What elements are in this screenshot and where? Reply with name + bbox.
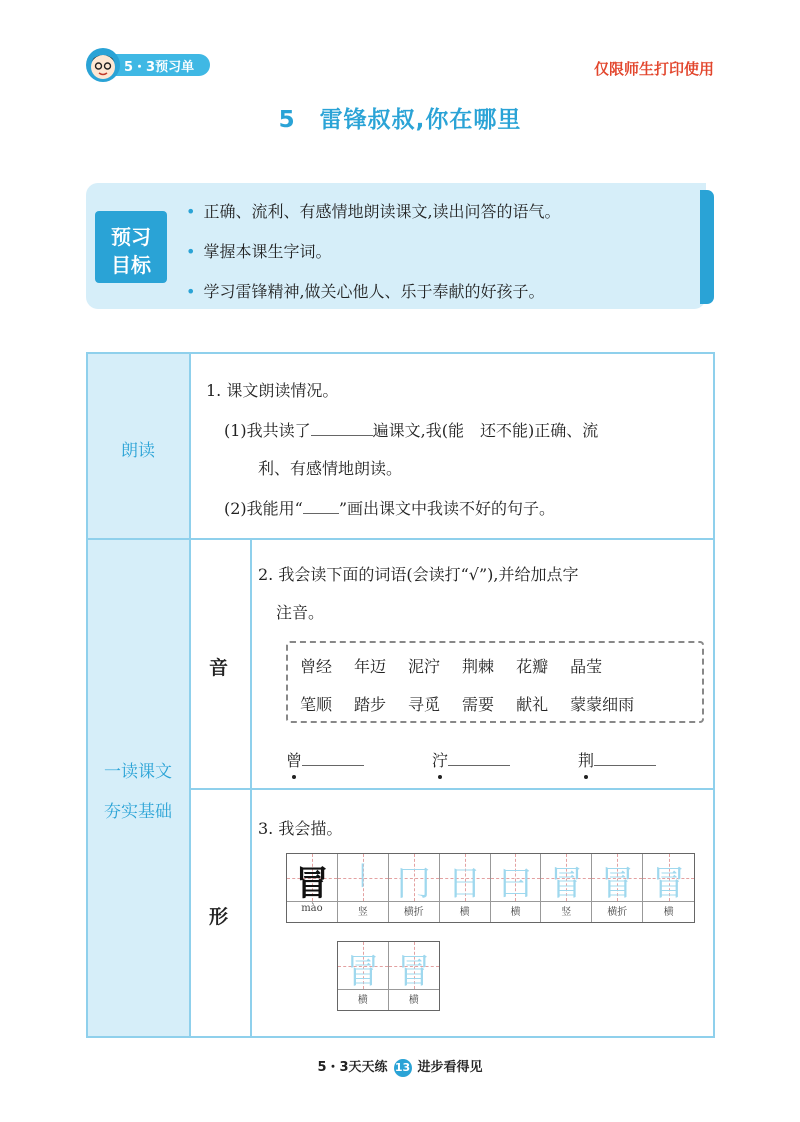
goals-tag [95, 211, 167, 283]
stroke-glyph: 丨 [349, 862, 376, 892]
stroke-glyph: 冒 [345, 952, 380, 992]
pinyin-item: 荆 [578, 748, 656, 771]
stroke-glyph: 冒 [549, 864, 584, 904]
stroke-name: 横 [663, 907, 674, 918]
question-2: 2. 我会读下面的词语(会读打“√”),并给加点字 [258, 565, 579, 584]
model-char-cell [287, 854, 338, 922]
question-1: 1. 课文朗读情况。 [206, 381, 339, 400]
goals-side-stripe [700, 190, 714, 304]
word-item[interactable]: 曾经 [300, 657, 333, 676]
vocabulary-row-2 [300, 692, 634, 715]
question-1-2: (2)我能用“ ”画出课文中我读不好的句子。 [224, 499, 556, 518]
stroke-glyph: 冒 [651, 864, 686, 904]
stroke-name: 竖 [357, 907, 368, 918]
stroke-cell[interactable] [541, 854, 592, 922]
stroke-glyph: 冒 [396, 952, 431, 992]
stroke-glyph: 冒 [600, 864, 635, 904]
question-2-cont: 注音。 [276, 603, 325, 622]
question-3: 3. 我会描。 [258, 819, 343, 838]
page-footer [0, 1056, 800, 1077]
basics-title-line2: 夯实基础 [104, 802, 172, 822]
stroke-name: 横 [408, 995, 419, 1006]
stroke-cell[interactable] [643, 854, 694, 922]
table-border-top [86, 352, 715, 354]
footer-right: 进步看得见 [417, 1060, 483, 1075]
stroke-glyph: 日 [447, 864, 482, 904]
model-pinyin: mào [301, 903, 323, 914]
goal-item: • 掌握本课生字词。 [186, 242, 332, 261]
stroke-cell[interactable] [389, 854, 440, 922]
reading-section-title: 朗读 [121, 441, 155, 461]
pinyin-blank[interactable] [448, 765, 510, 766]
word-item[interactable]: 需要 [462, 695, 495, 714]
word-item[interactable]: 蒙蒙细雨 [570, 695, 635, 714]
table-divider-horizontal [190, 788, 715, 790]
word-item[interactable]: 泥泞 [408, 657, 441, 676]
underline-mark-blank[interactable] [303, 513, 339, 514]
footer-left: 5・3天天练 [317, 1060, 388, 1075]
stroke-cell[interactable] [338, 854, 389, 922]
stroke-cell[interactable] [338, 942, 389, 1010]
pinyin-item: 泞 [432, 748, 510, 771]
badge-label: 5・3预习单 [124, 60, 195, 75]
stroke-glyph: 曰 [498, 864, 533, 904]
question-1-1: (1)我共读了 遍课文,我(能 还不能)正确、流 [224, 421, 599, 440]
word-item[interactable]: 献礼 [516, 695, 549, 714]
stroke-name: 横折 [403, 907, 424, 918]
word-item[interactable]: 寻觅 [408, 695, 441, 714]
stroke-name: 横 [510, 907, 521, 918]
basics-title-line1: 一读课文 [104, 762, 172, 782]
stroke-name: 横折 [607, 907, 628, 918]
stroke-cell[interactable] [491, 854, 542, 922]
pinyin-blank[interactable] [594, 765, 656, 766]
lesson-title-text: 雷锋叔叔,你在哪里 [319, 107, 522, 133]
stroke-cell[interactable] [592, 854, 643, 922]
tracing-grid-row-1 [286, 853, 695, 923]
stroke-cell[interactable] [389, 942, 440, 1010]
tracing-grid-row-2 [337, 941, 440, 1011]
goal-item: • 正确、流利、有感情地朗读课文,读出问答的语气。 [186, 202, 561, 221]
goals-tag-line1: 预习 [111, 225, 151, 249]
word-item[interactable]: 踏步 [354, 695, 387, 714]
stroke-glyph: 冂 [396, 864, 431, 904]
shape-label: 形 [209, 906, 229, 928]
stroke-name: 横 [459, 907, 470, 918]
model-char: 冒 [294, 864, 329, 904]
vocabulary-row-1 [300, 654, 624, 677]
page-number: 13 [394, 1059, 412, 1077]
word-item[interactable]: 晶莹 [570, 657, 603, 676]
mascot-face-icon [84, 46, 122, 84]
stroke-name: 横 [357, 995, 368, 1006]
table-divider-horizontal [86, 538, 715, 540]
word-item[interactable]: 年迈 [354, 657, 387, 676]
pinyin-blank[interactable] [302, 765, 364, 766]
sound-label: 音 [209, 657, 229, 679]
word-item[interactable]: 荆棘 [462, 657, 495, 676]
word-item[interactable]: 花瓣 [516, 657, 549, 676]
word-item[interactable]: 笔顺 [300, 695, 333, 714]
table-border-right [713, 352, 715, 1038]
print-restriction-note: 仅限师生打印使用 [593, 60, 714, 78]
stroke-name: 竖 [561, 907, 572, 918]
read-count-blank[interactable] [311, 435, 373, 436]
goal-item: • 学习雷锋精神,做关心他人、乐于奉献的好孩子。 [186, 282, 545, 301]
lesson-title [0, 101, 800, 134]
table-border-bottom [86, 1036, 715, 1038]
brand-badge [84, 46, 212, 82]
pinyin-item: 曾 [286, 748, 364, 771]
lesson-number: 5 [278, 107, 296, 133]
goals-tag-line2: 目标 [111, 253, 151, 277]
question-1-1-cont: 利、有感情地朗读。 [258, 459, 403, 478]
stroke-cell[interactable] [440, 854, 491, 922]
